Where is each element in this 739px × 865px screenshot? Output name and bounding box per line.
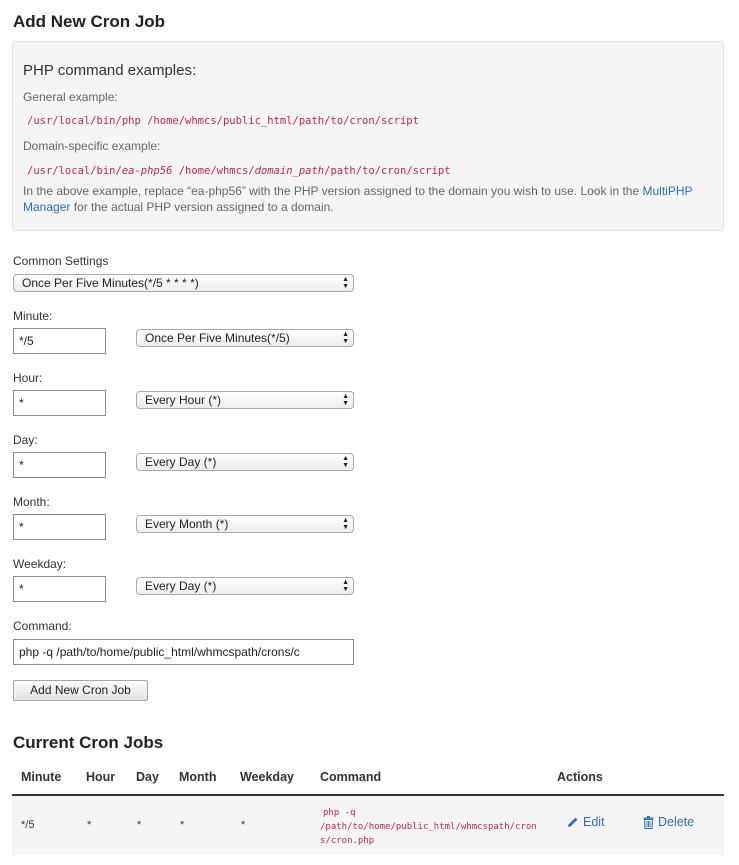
column-header-day: Day — [136, 770, 159, 784]
hour-label: Hour: — [13, 371, 43, 385]
up-down-arrows-icon: ▲ ▼ — [342, 455, 349, 469]
cell-hour: * — [87, 819, 92, 831]
up-down-arrows-icon: ▲ ▼ — [342, 517, 349, 531]
common-settings-label: Common Settings — [13, 254, 109, 268]
month-input[interactable]: * — [13, 514, 106, 540]
examples-heading: PHP command examples: — [23, 62, 197, 79]
weekday-input[interactable]: * — [13, 576, 106, 602]
up-down-arrows-icon: ▲ ▼ — [342, 579, 349, 593]
minute-label: Minute: — [13, 309, 53, 323]
day-input[interactable]: * — [13, 452, 106, 478]
command-input[interactable]: php -q /path/to/home/public_html/whmcspath/crons/c — [13, 639, 354, 665]
cell-command: php -q /path/to/home/public_html/whmcspath/cron s/cron.php — [320, 808, 537, 846]
domain-example-code: /usr/local/bin/ea-php56 /home/whmcs/domain_path/path/to/cron/script — [27, 165, 451, 177]
php-version-note: In the above example, replace “ea-php56” with the PHP version assigned to the domain you wish to use. Look in the MultiPHP Manager for the actual PHP version assigned to a domain. — [23, 184, 693, 214]
up-down-arrows-icon: ▲ ▼ — [342, 276, 349, 290]
column-header-actions: Actions — [557, 770, 603, 784]
add-cron-job-button[interactable]: Add New Cron Job — [13, 680, 148, 701]
weekday-select[interactable]: Every Day (*) ▲ ▼ — [136, 577, 354, 595]
day-label: Day: — [13, 433, 38, 447]
current-cron-title: Current Cron Jobs — [13, 733, 164, 752]
column-header-command: Command — [320, 770, 382, 784]
cell-minute: */5 — [21, 819, 35, 831]
multiphp-manager-link[interactable]: MultiPHP Manager — [23, 184, 693, 214]
minute-input[interactable]: */5 — [13, 328, 106, 354]
month-label: Month: — [13, 495, 50, 509]
month-select[interactable]: Every Month (*) ▲ ▼ — [136, 515, 354, 533]
up-down-arrows-icon: ▲ ▼ — [342, 393, 349, 407]
pencil-icon — [567, 816, 579, 828]
hour-select[interactable]: Every Hour (*) ▲ ▼ — [136, 391, 354, 409]
column-header-weekday: Weekday — [240, 770, 294, 784]
column-header-hour: Hour — [86, 770, 116, 784]
up-down-arrows-icon: ▲ ▼ — [342, 331, 349, 345]
command-label: Command: — [13, 619, 72, 633]
cell-day: * — [137, 819, 142, 831]
minute-select[interactable]: Once Per Five Minutes(*/5) ▲ ▼ — [136, 329, 354, 347]
common-settings-select[interactable]: Once Per Five Minutes(*/5 * * * *) ▲ ▼ — [13, 274, 354, 292]
hour-input[interactable]: * — [13, 390, 106, 416]
trash-icon — [643, 816, 654, 829]
general-example-code: /usr/local/bin/php /home/whmcs/public_html/path/to/cron/script — [27, 115, 419, 127]
edit-cron-link[interactable]: Edit — [567, 815, 605, 829]
add-cron-title: Add New Cron Job — [13, 12, 166, 31]
cell-weekday: * — [241, 819, 246, 831]
general-example-label: General example: — [23, 90, 118, 104]
column-header-minute: Minute — [21, 770, 62, 784]
column-header-month: Month — [179, 770, 217, 784]
day-select[interactable]: Every Day (*) ▲ ▼ — [136, 453, 354, 471]
delete-cron-link[interactable]: Delete — [643, 815, 694, 829]
domain-example-label: Domain-specific example: — [23, 139, 161, 153]
weekday-label: Weekday: — [13, 557, 67, 571]
cell-month: * — [180, 819, 185, 831]
php-examples-box — [12, 41, 724, 231]
